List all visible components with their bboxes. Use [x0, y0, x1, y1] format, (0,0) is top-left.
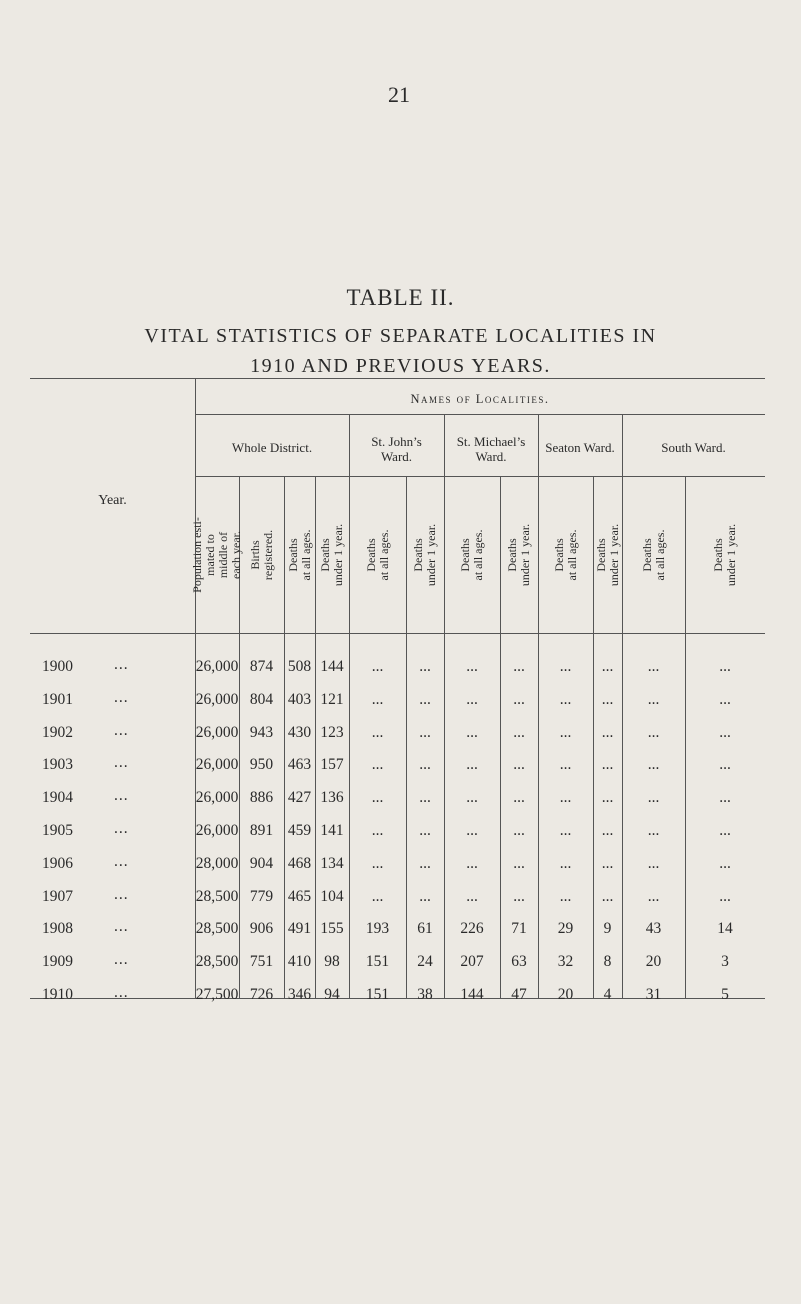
cell-se-all: ...	[559, 887, 572, 905]
leader-dots: ...	[114, 885, 129, 903]
cell-sm-u1: 47	[511, 986, 527, 1003]
cell-sj-u1: ...	[419, 690, 431, 708]
cell-deaths: 403	[287, 690, 312, 708]
cell-sm-all: ...	[466, 887, 478, 905]
cell-pop: 28,500	[195, 920, 239, 938]
table-row	[30, 953, 765, 977]
cell-se-u1: ...	[601, 658, 614, 675]
cell-sj-u1: ...	[419, 887, 431, 905]
col-population-header	[191, 482, 243, 628]
names-of-localities-header: Names of Localities.	[410, 392, 550, 406]
col-st-johns-deaths-all-header	[365, 482, 391, 628]
cell-sm-all: ...	[466, 854, 478, 872]
cell-se-u1: 8	[603, 953, 612, 971]
cell-infant: 141	[320, 822, 344, 839]
cell-births: 904	[249, 854, 274, 872]
cell-se-u1: 9	[603, 920, 612, 938]
col-south-deaths-under-1-header-line: under 1 year.	[724, 523, 738, 587]
cell-se-u1: ...	[601, 756, 614, 774]
cell-sj-u1: ...	[419, 756, 431, 774]
cell-births: 950	[249, 756, 274, 774]
cell-infant: 136	[320, 789, 344, 807]
cell-sm-u1: ...	[513, 658, 525, 675]
cell-births: 874	[249, 658, 274, 675]
table-row	[30, 986, 765, 1010]
col-st-johns-deaths-under-1-header	[412, 482, 438, 628]
group-st-michaels-ward	[444, 434, 538, 464]
rule-under-names	[195, 414, 765, 415]
cell-sj-all: ...	[371, 756, 384, 774]
cell-deaths: 346	[287, 986, 312, 1003]
cell-so-all: ...	[647, 658, 660, 675]
cell-so-all: ...	[647, 854, 660, 872]
cell-pop: 28,500	[195, 953, 239, 971]
col-births-header-line: Births	[247, 540, 262, 570]
cell-infant: 104	[320, 887, 344, 905]
cell-sj-all: ...	[371, 690, 384, 708]
col-deaths-under-1-header-line: Deaths	[318, 538, 332, 572]
col-south-deaths-under-1-header	[712, 482, 738, 628]
cell-se-u1: ...	[601, 723, 614, 741]
cell-infant: 121	[320, 690, 344, 708]
year-cell: 1904	[42, 789, 73, 807]
cell-se-all: ...	[559, 756, 572, 774]
cell-pop: 26,000	[195, 789, 239, 807]
cell-sj-u1: ...	[419, 789, 431, 807]
cell-se-u1: ...	[601, 690, 614, 708]
col-seaton-deaths-all-header-line: Deaths	[551, 538, 566, 572]
cell-sm-u1: ...	[513, 854, 525, 872]
col-st-michaels-deaths-all-header-line: Deaths	[458, 538, 472, 572]
col-seaton-deaths-all-header	[553, 482, 579, 628]
table-row	[30, 688, 765, 715]
cell-births: 726	[249, 986, 274, 1003]
cell-births: 751	[249, 953, 274, 971]
table-title-line-2: 1910 AND PREVIOUS YEARS.	[250, 355, 551, 377]
rule-under-groups	[195, 476, 765, 477]
group-whole-district: Whole District.	[231, 440, 313, 455]
cell-so-u1: 5	[721, 986, 729, 1003]
group-st-johns-line-2: Ward.	[380, 449, 413, 464]
group-st-michaels-line-1: St. Michael’s	[456, 434, 526, 449]
col-births-header	[249, 482, 275, 628]
cell-se-all: 29	[557, 920, 574, 938]
vital-statistics-table	[30, 378, 765, 1003]
col-south-deaths-under-1-header-line: Deaths	[711, 538, 725, 572]
cell-infant: 134	[320, 854, 344, 872]
cell-sj-u1: ...	[419, 658, 431, 675]
cell-sm-all: ...	[466, 789, 478, 807]
col-st-michaels-deaths-under-1-header-line: Deaths	[505, 538, 519, 572]
year-cell: 1900	[42, 658, 73, 675]
cell-sj-u1: 61	[417, 920, 433, 938]
col-st-michaels-deaths-all-header	[459, 482, 485, 628]
cell-deaths: 468	[287, 854, 312, 872]
cell-births: 906	[249, 920, 274, 938]
cell-sm-all: ...	[466, 723, 478, 741]
table-row	[30, 789, 765, 813]
cell-sm-all: ...	[466, 822, 478, 839]
col-population-header-line: middle of	[216, 531, 230, 579]
cell-se-all: 32	[557, 953, 574, 971]
col-deaths-all-ages-header-line: at all ages.	[298, 529, 313, 581]
cell-sj-all: ...	[371, 822, 384, 839]
cell-pop: 26,000	[195, 690, 239, 708]
year-cell: 1907	[42, 887, 73, 905]
table-row	[30, 658, 765, 682]
cell-infant: 123	[320, 723, 344, 741]
year-cell: 1910	[42, 986, 73, 1003]
cell-births: 779	[249, 887, 274, 905]
cell-so-u1: ...	[719, 658, 731, 675]
cell-se-all: 20	[557, 986, 574, 1003]
table-row	[30, 756, 765, 780]
cell-se-u1: ...	[601, 854, 614, 872]
cell-se-all: ...	[559, 723, 572, 741]
leader-dots: ...	[114, 820, 129, 837]
cell-so-u1: ...	[719, 789, 731, 807]
cell-so-u1: ...	[719, 822, 731, 839]
leader-dots: ...	[114, 951, 129, 969]
table-row	[30, 721, 765, 748]
cell-sj-u1: 24	[417, 953, 433, 971]
year-cell: 1903	[42, 756, 73, 774]
cell-so-all: ...	[647, 789, 660, 807]
cell-sj-u1: ...	[419, 822, 431, 839]
table-row	[30, 822, 765, 846]
year-header: Year.	[98, 493, 127, 508]
cell-so-all: ...	[647, 690, 660, 708]
cell-sj-u1: ...	[419, 723, 431, 741]
cell-sm-all: 226	[460, 920, 484, 938]
cell-pop: 26,000	[195, 658, 239, 675]
cell-se-u1: 4	[603, 986, 612, 1003]
col-st-johns-deaths-all-header-line: at all ages.	[376, 529, 391, 581]
cell-sj-all: ...	[371, 854, 384, 872]
col-seaton-deaths-under-1-header	[595, 482, 621, 628]
year-cell: 1905	[42, 822, 73, 839]
cell-sm-all: ...	[466, 690, 478, 708]
col-st-michaels-deaths-under-1-header	[506, 482, 532, 628]
col-south-deaths-all-header-line: at all ages.	[652, 529, 667, 581]
cell-sj-all: 193	[365, 920, 390, 938]
table-label: TABLE II.	[346, 285, 455, 310]
cell-so-u1: ...	[719, 854, 731, 872]
cell-so-all: 31	[645, 986, 662, 1003]
cell-infant: 157	[320, 756, 344, 774]
cell-pop: 28,000	[195, 854, 239, 872]
col-south-deaths-all-header-line: Deaths	[639, 538, 654, 572]
leader-dots: ...	[114, 688, 129, 706]
cell-sm-u1: ...	[513, 822, 525, 839]
cell-sm-all: 144	[460, 986, 484, 1003]
cell-deaths: 463	[287, 756, 312, 774]
table-row	[30, 920, 765, 944]
cell-deaths: 410	[287, 953, 312, 971]
cell-so-u1: ...	[719, 887, 731, 905]
col-deaths-under-1-header-line: under 1 year.	[331, 523, 345, 587]
cell-sm-u1: 71	[511, 920, 527, 938]
cell-sm-all: ...	[466, 756, 478, 774]
col-seaton-deaths-under-1-header-line: under 1 year.	[606, 523, 621, 587]
cell-births: 891	[249, 822, 274, 839]
cell-sm-u1: ...	[513, 756, 525, 774]
cell-births: 943	[249, 723, 274, 741]
col-st-michaels-deaths-under-1-header-line: under 1 year.	[518, 523, 532, 587]
cell-se-all: ...	[559, 822, 572, 839]
cell-deaths: 427	[287, 789, 312, 807]
cell-infant: 144	[320, 658, 344, 675]
rule-top	[30, 378, 765, 379]
group-st-johns-line-1: St. John’s	[371, 434, 422, 449]
table-row	[30, 885, 765, 912]
cell-so-all: ...	[647, 723, 660, 741]
cell-so-u1: ...	[719, 690, 731, 708]
cell-se-all: ...	[559, 789, 572, 807]
cell-sm-u1: ...	[513, 789, 525, 807]
cell-deaths: 491	[287, 920, 312, 938]
cell-deaths: 430	[287, 723, 312, 741]
leader-dots: ...	[114, 721, 129, 739]
cell-births: 886	[249, 789, 274, 807]
col-seaton-deaths-all-header-line: at all ages.	[564, 529, 579, 581]
cell-so-u1: ...	[719, 723, 731, 741]
col-deaths-under-1-header	[319, 482, 345, 628]
cell-sm-all: ...	[466, 658, 478, 675]
cell-births: 804	[249, 690, 274, 708]
col-population-header-line: Population esti-	[190, 517, 204, 593]
group-st-johns-ward	[349, 434, 444, 464]
cell-sj-all: 151	[365, 986, 390, 1003]
cell-pop: 26,000	[195, 756, 239, 774]
page-number: 21	[388, 82, 410, 107]
col-st-johns-deaths-all-header-line: Deaths	[363, 538, 378, 572]
col-seaton-deaths-under-1-header-line: Deaths	[593, 538, 608, 572]
group-seaton-ward: Seaton Ward.	[545, 440, 615, 455]
table-row	[30, 852, 765, 879]
year-cell: 1909	[42, 953, 73, 971]
cell-sj-all: 151	[365, 953, 390, 971]
cell-se-all: ...	[559, 854, 572, 872]
cell-deaths: 508	[287, 658, 312, 675]
cell-so-all: 43	[645, 920, 662, 938]
cell-sm-all: 207	[460, 953, 484, 971]
cell-so-all: ...	[647, 887, 660, 905]
group-south-ward: South Ward.	[661, 440, 726, 455]
cell-se-u1: ...	[601, 822, 614, 839]
cell-sj-u1: ...	[419, 854, 431, 872]
col-births-header-line: registered.	[260, 529, 275, 581]
cell-pop: 28,500	[195, 887, 239, 905]
col-st-johns-deaths-under-1-header-line: Deaths	[411, 538, 425, 572]
cell-deaths: 465	[287, 887, 312, 905]
leader-dots: ...	[114, 984, 129, 1001]
col-deaths-all-ages-header	[287, 482, 313, 628]
cell-so-u1: 14	[717, 920, 733, 938]
cell-infant: 155	[320, 920, 344, 938]
leader-dots: ...	[114, 787, 129, 805]
col-population-header-line: each year.	[229, 531, 243, 579]
cell-pop: 27,500	[195, 986, 239, 1003]
cell-se-all: ...	[559, 658, 572, 675]
table-title-line-1: VITAL STATISTICS OF SEPARATE LOCALITIES IN	[144, 325, 657, 347]
cell-se-all: ...	[559, 690, 572, 708]
year-cell: 1901	[42, 690, 73, 708]
cell-sj-all: ...	[371, 789, 384, 807]
cell-sj-all: ...	[371, 887, 384, 905]
leader-dots: ...	[114, 754, 129, 772]
leader-dots: ...	[114, 656, 129, 673]
cell-sj-all: ...	[371, 658, 384, 675]
cell-sm-u1: 63	[511, 953, 527, 971]
cell-sj-all: ...	[371, 723, 384, 741]
year-cell: 1908	[42, 920, 73, 938]
cell-sj-u1: 38	[417, 986, 433, 1003]
col-st-michaels-deaths-all-header-line: at all ages.	[471, 529, 485, 581]
cell-infant: 98	[324, 953, 340, 971]
col-st-johns-deaths-under-1-header-line: under 1 year.	[424, 523, 438, 587]
col-population-header-line: mated to	[203, 534, 217, 576]
col-deaths-all-ages-header-line: Deaths	[285, 538, 300, 572]
group-st-michaels-line-2: Ward.	[475, 449, 507, 464]
cell-deaths: 459	[287, 822, 312, 839]
cell-so-u1: ...	[719, 756, 731, 774]
cell-infant: 94	[324, 986, 340, 1003]
leader-dots: ...	[114, 852, 129, 870]
year-cell: 1906	[42, 854, 73, 872]
cell-so-all: ...	[647, 822, 660, 839]
cell-sm-u1: ...	[513, 723, 525, 741]
leader-dots: ...	[114, 918, 129, 936]
cell-sm-u1: ...	[513, 690, 525, 708]
cell-so-u1: 3	[721, 953, 729, 971]
year-cell: 1902	[42, 723, 73, 741]
cell-pop: 26,000	[195, 723, 239, 741]
cell-se-u1: ...	[601, 789, 614, 807]
cell-pop: 26,000	[195, 822, 239, 839]
cell-so-all: 20	[645, 953, 662, 971]
rule-under-headers	[30, 633, 765, 634]
cell-se-u1: ...	[601, 887, 614, 905]
col-south-deaths-all-header	[641, 482, 667, 628]
cell-so-all: ...	[647, 756, 660, 774]
cell-sm-u1: ...	[513, 887, 525, 905]
